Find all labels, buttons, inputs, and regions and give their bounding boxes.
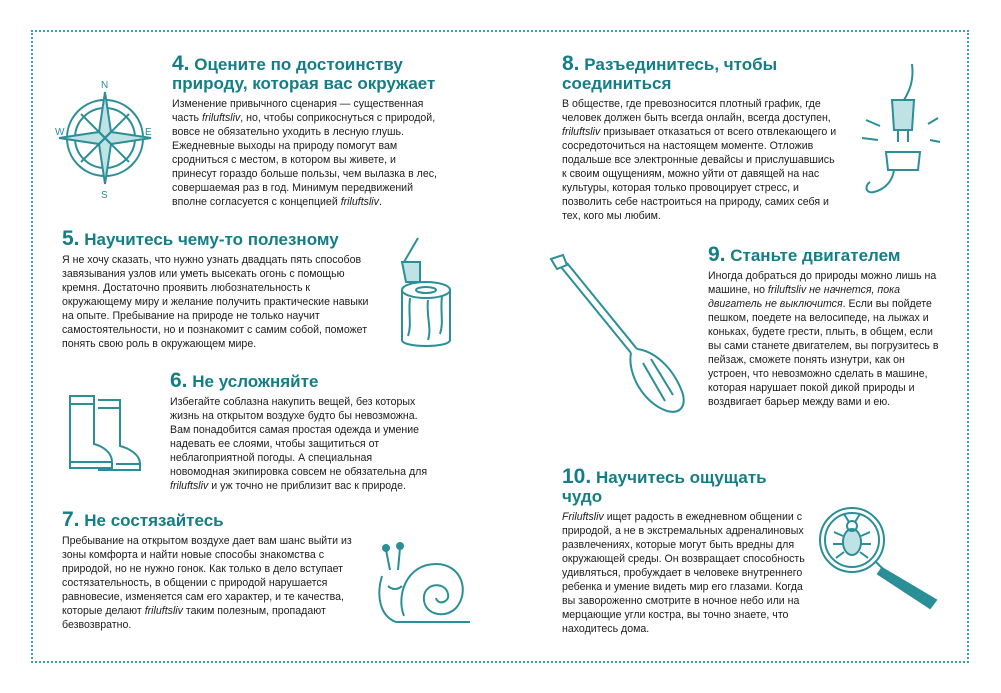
section-7-body: Пребывание на открытом воздухе дает вам шанс выйти из зоны комфорта и найти новые способы знакомства с природой, но не нужно гонок. Как только в дело вступает состязательность, в общении с природой нарушается равновесие, изменяется сам его характер, и те качества, которые делают friluftsliv таким полезным, пропадают безвозвратно. — [62, 535, 352, 631]
section-6-title: 6. Не усложняйте — [170, 369, 319, 392]
section-5-body: Я не хочу сказать, что нужно узнать двадцать пять способов завязывания узлов или уметь высекать огонь с помощью кремня. Достаточно проявить любознательность к окружающему миру и желание получить практические навыки на опыте. Пребывание на природе не только научит самостоятельности, но и познакомит с самим собой, поможет понять свою роль в окружающем мире. — [62, 254, 369, 350]
svg-text:E: E — [145, 127, 152, 138]
section-8 — [562, 54, 840, 223]
svg-text:N: N — [101, 80, 109, 91]
section-6 — [170, 371, 432, 493]
rubber-boots-icon — [62, 388, 152, 478]
section-8-body: В обществе, где превозносится плотный график, где человек должен быть всегда онлайн, всегда доступен, friluftsliv призывает отказаться от всего отвлекающего и сосредоточиться на настоящем моменте. Отложив подальше все электронные девайсы и прислушавшись к своим ощущениям, можно уйти от давящей на нас культуры, которая только провоцирует стресс, и позволить себе настроиться на природу, самих себя и тех, кого мы любим. — [562, 98, 837, 222]
svg-text:S: S — [101, 190, 108, 201]
section-10-title: 10. Научитесь ощущать чудо — [562, 465, 767, 506]
section-9 — [708, 245, 942, 409]
snail-icon — [366, 536, 476, 636]
section-10-body: Friluftsliv ищет радость в ежедневном общении с природой, а не в экстремальных адреналиновых развлечениях, которые могут быть вредны для окружающей среды. Он возвращает способность удивляться, пробуждает в человеке внутреннего ребенка и умение видеть мир его глазами. Когда вы завороженно смотрите в ночное небо или на мерцающие угли костра, вы точно знаете, что находитесь дома. — [562, 511, 805, 635]
section-9-title: 9. Станьте двигателем — [708, 243, 901, 266]
axe-stump-icon — [388, 222, 458, 352]
section-10 — [562, 467, 807, 636]
paddle-icon — [547, 253, 697, 423]
section-4-number: 4. — [172, 52, 190, 75]
compass-icon — [55, 78, 155, 208]
section-4-heading: Оцените по достоинству природу, которая вас окружает — [172, 55, 436, 93]
plug-icon — [852, 60, 942, 210]
magnifier-bug-icon — [808, 500, 948, 610]
section-4 — [172, 54, 440, 209]
section-4-title — [172, 54, 440, 93]
section-7-title: 7. Не состязайтесь — [62, 508, 224, 531]
section-6-body: Избегайте соблазна накупить вещей, без которых жизнь на открытом воздухе будто бы невозможна. Вам понадобится самая простая одежда и умение надевать ее слоями, чтобы защититься от неблагоприятной погоды. А специальная новомодная экипировка совсем не обязательна для friluftsliv и уж точно не приблизит вас к природе. — [170, 396, 428, 492]
section-5-title: 5. Научитесь чему-то полезному — [62, 227, 339, 250]
section-5 — [62, 229, 382, 351]
svg-text:W: W — [55, 127, 65, 138]
section-8-title: 8. Разъединитесь, чтобы соединиться — [562, 52, 778, 93]
section-7 — [62, 510, 376, 632]
section-4-body: Изменение привычного сценария — существенная часть friluftsliv, но, чтобы соприкоснуться с природой, вовсе не обязательно уходить в лесную глушь. Ежедневные выходы на природу помогут вам сродниться с местом, в котором вы живете, и принесут гораздо больше пользы, чем вылазка в лес, совершаемая раз в год. Минимум передвижений вполне согласуется с концепцией friluftsliv. — [172, 98, 437, 208]
section-9-body: Иногда добраться до природы можно лишь на машине, но friluftsliv не начнется, пока двигатель не выключится. Если вы пойдете пешком, поедете на велосипеде, на лыжах и коньках, будете грести, плыть, в общем, если вы сами станете двигателем, вы погрузитесь в пейзаж, сможете понять изнутри, как он устроен, что невозможно сделать в машине, которая нарушает покой дикой природы и воздвигает барьер между вами и ею. — [708, 270, 939, 408]
